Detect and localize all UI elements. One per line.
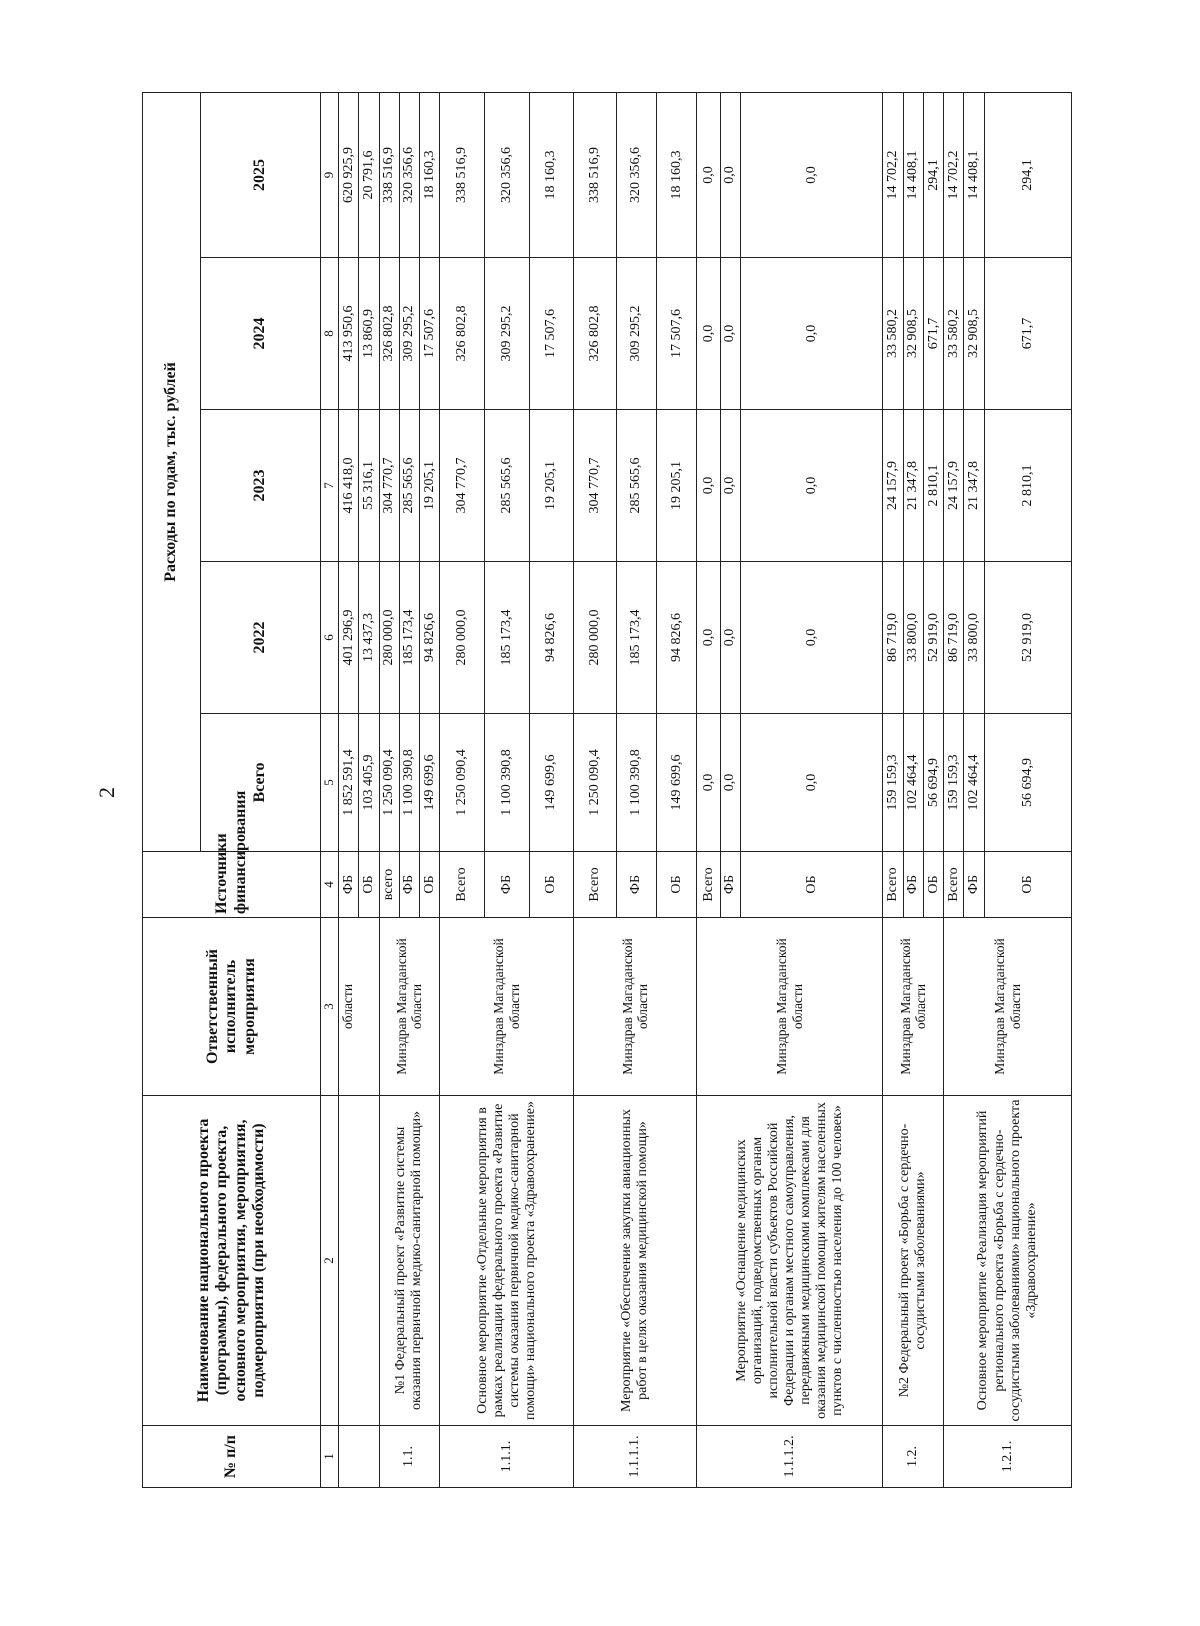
header-num: № п/п [143,1426,321,1488]
row-year-value: 94 826,6 [529,562,574,714]
row-total-value: 1 100 390,8 [616,714,656,852]
row-year-value: 309 295,2 [616,258,656,410]
row-year-value: 24 157,9 [944,410,964,562]
row-year-value: 401 296,9 [338,562,358,714]
row-name: Основное мероприятие «Отдельные мероприятия в рамках реализации федерального проекта «Развитие системы оказания первичной медико-санитарной помощи» национального проекта «Здравоохранение» [440,1096,574,1426]
row-year-value: 185 173,4 [616,562,656,714]
row-name: №1 Федеральный проект «Развитие системы оказания первичной медико-санитарной помощи» [379,1096,440,1426]
row-year-value: 86 719,0 [944,562,964,714]
table-row [574,92,616,1487]
row-year-value: 21 347,8 [903,410,923,562]
row-year-value: 24 157,9 [883,410,903,562]
row-year-value: 0,0 [720,258,740,410]
row-year-value: 0,0 [741,92,883,257]
row-year-value: 17 507,6 [529,258,574,410]
row-total-value: 0,0 [697,714,720,852]
row-year-value: 14 702,2 [944,92,964,257]
row-name: Мероприятие «Оснащение медицинских организаций, подведомственных органам исполнительной власти субъектов Российской Федерации и органам местного самоуправления, передвижными медицинскими комплексами для оказания медицинской помощи жителям населенных пунктов с численностью населения до 100 человек» [697,1096,883,1426]
row-year-value: 52 919,0 [984,562,1071,714]
row-year-value: 13 860,9 [359,258,379,410]
row-total-value: 149 699,6 [420,714,440,852]
row-year-value: 52 919,0 [923,562,943,714]
row-year-value: 320 356,6 [484,92,529,257]
column-number: 3 [321,918,339,1096]
row-total-value: 56 694,9 [984,714,1071,852]
row-year-value: 338 516,9 [379,92,399,257]
row-total-value: 102 464,4 [903,714,923,852]
row-total-value: 149 699,6 [657,714,697,852]
row-number: 1.2.1. [944,1426,1072,1488]
row-total-value: 0,0 [741,714,883,852]
row-year-value: 0,0 [741,562,883,714]
table-row [379,92,399,1487]
row-source: ФБ [338,852,358,918]
row-total-value: 103 405,9 [359,714,379,852]
row-name: Мероприятие «Обеспечение закупки авиационных работ в целях оказания медицинской помощи» [574,1096,697,1426]
row-year-value: 280 000,0 [379,562,399,714]
row-year-value: 326 802,8 [574,258,616,410]
row-source: ОБ [741,852,883,918]
row-responsible: Минздрав Магаданской области [944,918,1072,1096]
row-year-value: 17 507,6 [657,258,697,410]
page-number: 2 [94,787,119,798]
row-year-value: 94 826,6 [420,562,440,714]
row-year-value: 19 205,1 [420,410,440,562]
budget-table [142,92,1072,1488]
row-year-value: 0,0 [741,410,883,562]
row-source: ОБ [923,852,943,918]
row-year-value: 2 810,1 [923,410,943,562]
row-year-value: 185 173,4 [399,562,419,714]
header-years-group: Расходы по годам, тыс. рублей [143,92,201,851]
row-year-value: 285 565,6 [616,410,656,562]
row-year-value: 32 908,5 [903,258,923,410]
row-year-value: 33 800,0 [903,562,923,714]
row-year-value: 0,0 [697,410,720,562]
row-responsible: Минздрав Магаданской области [440,918,574,1096]
row-year-value: 0,0 [741,258,883,410]
row-year-value: 18 160,3 [657,92,697,257]
column-number: 7 [321,410,339,562]
row-total-value: 1 250 090,4 [379,714,399,852]
row-year-value: 326 802,8 [440,258,485,410]
row-source: Всего [440,852,485,918]
row-name: Основное мероприятие «Реализация мероприятий регионального проекта «Борьба с сердечно-сосудистыми заболеваниями» национального проекта «Здравоохранение» [944,1096,1072,1426]
row-source: ФБ [964,852,984,918]
row-year-value: 671,7 [923,258,943,410]
row-year-value: 304 770,7 [440,410,485,562]
row-year-value: 285 565,6 [484,410,529,562]
table-row [697,92,720,1487]
row-year-value: 19 205,1 [529,410,574,562]
row-total-value: 1 100 390,8 [484,714,529,852]
row-total-value: 149 699,6 [529,714,574,852]
header-total: Всего [201,714,321,852]
header-year: 2025 [201,92,321,257]
table-row [944,92,964,1487]
row-source: ОБ [420,852,440,918]
row-number: 1.1. [379,1426,440,1488]
column-number: 8 [321,258,339,410]
row-year-value: 320 356,6 [616,92,656,257]
column-number: 6 [321,562,339,714]
row-total-value: 102 464,4 [964,714,984,852]
row-year-value: 17 507,6 [420,258,440,410]
row-total-value: 1 100 390,8 [399,714,419,852]
row-name [338,1096,379,1426]
row-year-value: 94 826,6 [657,562,697,714]
row-total-value: 1 250 090,4 [440,714,485,852]
row-year-value: 280 000,0 [440,562,485,714]
row-number [338,1426,379,1488]
row-number: 1.1.1.1. [574,1426,697,1488]
row-year-value: 294,1 [984,92,1071,257]
row-year-value: 185 173,4 [484,562,529,714]
row-total-value: 159 159,3 [883,714,903,852]
row-year-value: 21 347,8 [964,410,984,562]
row-total-value: 56 694,9 [923,714,943,852]
row-year-value: 18 160,3 [420,92,440,257]
row-year-value: 309 295,2 [399,258,419,410]
row-responsible: Минздрав Магаданской области [379,918,440,1096]
row-total-value: 0,0 [720,714,740,852]
row-year-value: 86 719,0 [883,562,903,714]
row-year-value: 320 356,6 [399,92,419,257]
row-year-value: 14 408,1 [903,92,923,257]
row-year-value: 18 160,3 [529,92,574,257]
table-row [338,92,358,1487]
row-year-value: 20 791,6 [359,92,379,257]
table-body [338,92,1071,1487]
row-source: Всего [944,852,964,918]
row-responsible: Минздрав Магаданской области [697,918,883,1096]
row-year-value: 32 908,5 [964,258,984,410]
table-row [440,92,485,1487]
row-year-value: 0,0 [697,562,720,714]
row-year-value: 413 950,6 [338,258,358,410]
header-source: Источники финансирования [143,852,321,918]
row-year-value: 0,0 [720,410,740,562]
row-year-value: 33 580,2 [883,258,903,410]
column-number: 9 [321,92,339,257]
row-source: ФБ [720,852,740,918]
row-year-value: 14 702,2 [883,92,903,257]
row-year-value: 338 516,9 [574,92,616,257]
header-name: Наименование национального проекта (программы), федерального проекта, основного мероприятия, мероприятия, подмероприятия (при необходимости) [143,1096,321,1426]
column-numbering-row [321,92,339,1487]
row-number: 1.1.1. [440,1426,574,1488]
row-year-value: 13 437,3 [359,562,379,714]
column-number: 2 [321,1096,339,1426]
row-year-value: 0,0 [720,562,740,714]
row-year-value: 14 408,1 [964,92,984,257]
row-year-value: 280 000,0 [574,562,616,714]
row-source: ФБ [903,852,923,918]
row-number: 1.2. [883,1426,944,1488]
header-year: 2022 [201,562,321,714]
row-year-value: 0,0 [697,258,720,410]
row-source: ФБ [399,852,419,918]
row-source: всего [379,852,399,918]
header-year: 2024 [201,258,321,410]
row-year-value: 304 770,7 [574,410,616,562]
column-number: 5 [321,714,339,852]
row-year-value: 416 418,0 [338,410,358,562]
row-year-value: 0,0 [720,92,740,257]
row-year-value: 671,7 [984,258,1071,410]
row-year-value: 0,0 [697,92,720,257]
row-responsible: области [338,918,379,1096]
rotated-budget-table-container [142,93,1072,1488]
header-year: 2023 [201,410,321,562]
row-responsible: Минздрав Магаданской области [574,918,697,1096]
row-source: ФБ [616,852,656,918]
row-source: ФБ [484,852,529,918]
column-number: 4 [321,852,339,918]
row-source: ОБ [657,852,697,918]
row-year-value: 285 565,6 [399,410,419,562]
row-source: ОБ [984,852,1071,918]
row-source: Всего [697,852,720,918]
row-year-value: 33 580,2 [944,258,964,410]
row-year-value: 326 802,8 [379,258,399,410]
table-row [883,92,903,1487]
row-year-value: 19 205,1 [657,410,697,562]
row-year-value: 294,1 [923,92,943,257]
row-total-value: 1 250 090,4 [574,714,616,852]
row-year-value: 309 295,2 [484,258,529,410]
row-year-value: 620 925,9 [338,92,358,257]
row-year-value: 338 516,9 [440,92,485,257]
row-name: №2 Федеральный проект «Борьба с сердечно-сосудистыми заболеваниями» [883,1096,944,1426]
row-year-value: 2 810,1 [984,410,1071,562]
row-year-value: 55 316,1 [359,410,379,562]
row-source: Всего [883,852,903,918]
row-source: ОБ [359,852,379,918]
row-source: Всего [574,852,616,918]
row-source: ОБ [529,852,574,918]
row-number: 1.1.1.2. [697,1426,883,1488]
column-number: 1 [321,1426,339,1488]
row-total-value: 1 852 591,4 [338,714,358,852]
row-year-value: 33 800,0 [964,562,984,714]
row-responsible: Минздрав Магаданской области [883,918,944,1096]
row-total-value: 159 159,3 [944,714,964,852]
header-responsible: Ответственный исполнитель мероприятия [143,918,321,1096]
row-year-value: 304 770,7 [379,410,399,562]
